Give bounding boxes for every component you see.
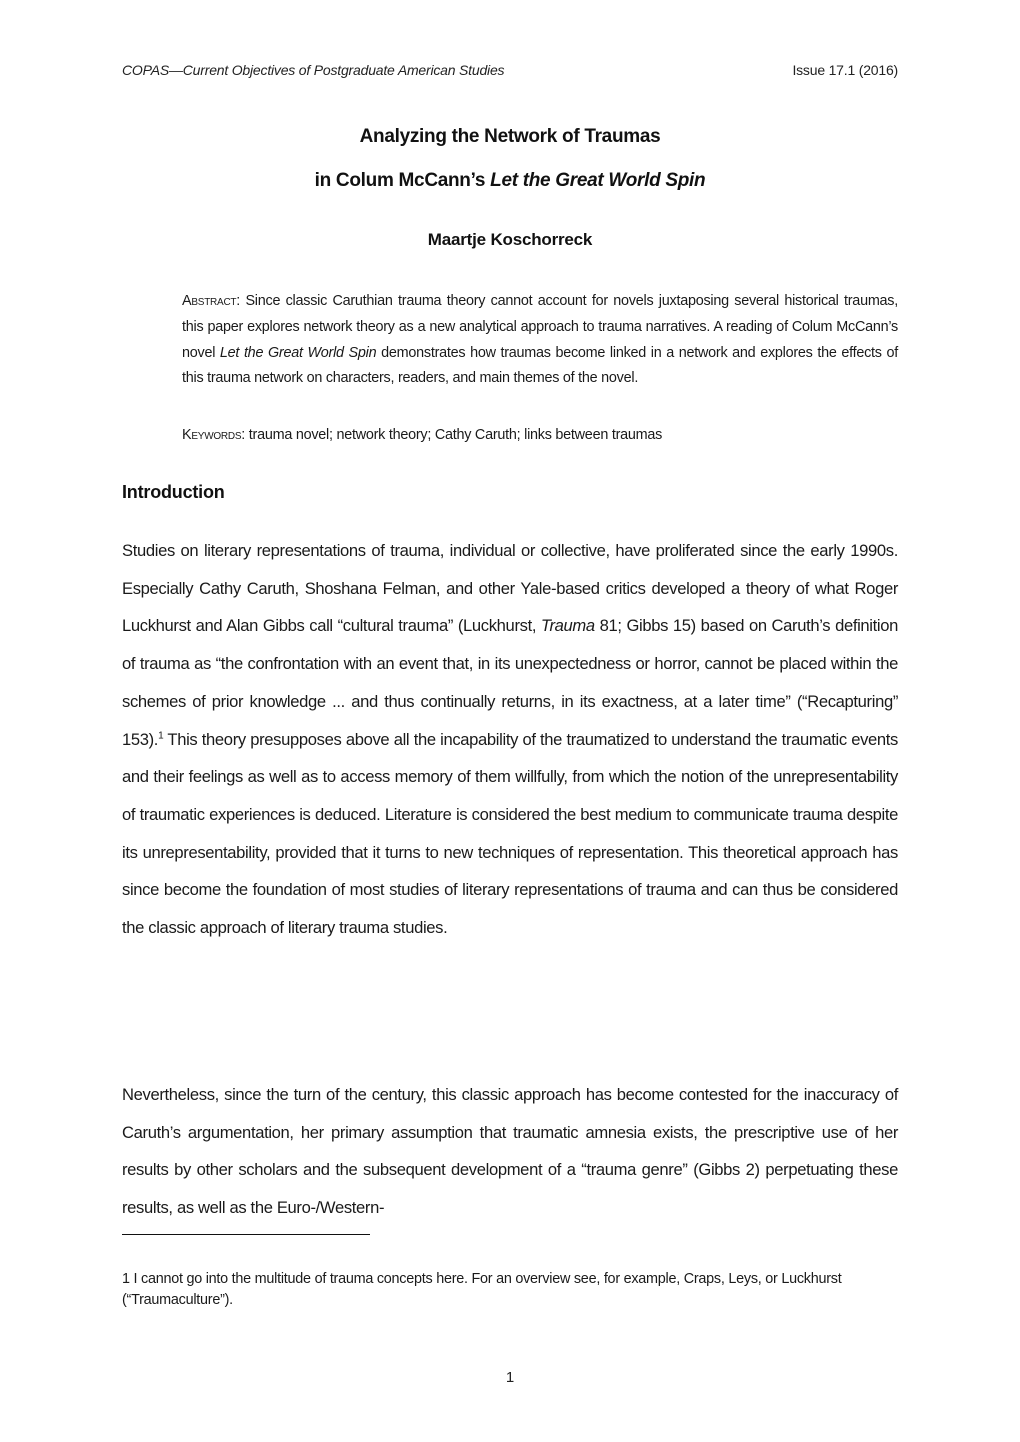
journal-name: COPAS—Current Objectives of Postgraduate American Studies xyxy=(122,62,505,78)
abstract-text-2: demonstrates how traumas become linked in a network and explores the effects of this trauma network on characters, readers, and main themes of the novel. xyxy=(182,344,899,387)
title-text: Analyzing the Network of Traumas xyxy=(359,126,661,147)
page-number: 1 xyxy=(505,1369,515,1386)
running-header xyxy=(122,62,898,78)
author-name: Maartje Koschorreck xyxy=(427,230,593,249)
footnote-divider xyxy=(122,1234,370,1235)
body-paragraph-2: Nevertheless, since the turn of the century, this classic approach has become contested for the inaccuracy of Caruth’s argumentation, her primary assumption that traumatic amnesia exists, the prescriptive use of her results by other scholars and the subsequent development of a “trauma genre” (Gibbs 2) perpetuating these results, as well as the Euro-/Western- xyxy=(122,1085,898,1218)
citation-title: Trauma xyxy=(540,616,595,636)
footnote-1 xyxy=(122,1269,898,1311)
paragraph-text: Studies on literary representations of trauma, individual or collective, have proliferated since the early 1990s. Especially Cathy Caruth, Shoshana Felman, and other Yale-based critics developed a theory of what Roger Luckhurst and Alan Gibbs call “cultural trauma” (Luckhurst, xyxy=(122,541,898,636)
title-book-name: Let the Great World Spin xyxy=(490,170,706,191)
footnote-number: 1 xyxy=(122,1271,130,1287)
paper-title-line-2 xyxy=(0,170,1020,192)
keywords-text: trauma novel; network theory; Cathy Caruth; links between traumas xyxy=(248,427,663,443)
keywords-label-sep: : xyxy=(241,427,249,443)
abstract-label-sep: : xyxy=(236,293,246,309)
abstract xyxy=(182,289,898,392)
section-heading-introduction: Introduction xyxy=(122,482,225,502)
abstract-book-name: Let the Great World Spin xyxy=(219,344,377,361)
issue-info: Issue 17.1 (2016) xyxy=(792,62,898,78)
paragraph-text: This theory presupposes above all the incapability of the traumatized to understand the traumatic events and their feelings as well as to access memory of them willfully, from which the notion of the unrepresentability of traumatic experiences is deduced. Literature is considered the best medium to communicate trauma despite its unrepresentability, provided that it turns to new techniques of representation. This theoretical approach has since become the foundation of most studies of literary representations of trauma and can thus be considered the classic approach of literary trauma studies. xyxy=(122,729,898,938)
keywords xyxy=(182,427,898,443)
footnote-reference[interactable]: 1 xyxy=(158,729,164,741)
paragraph-text: 81; Gibbs 15) based on Caruth’s definition of trauma as “the confrontation with an event that, in its unexpectedness or horror, cannot be placed within the schemes of prior knowledge ... and thus continually returns, in its exactness, at a later time” (“Recapturing” 153). xyxy=(122,616,898,749)
abstract-label: Abstract xyxy=(182,293,237,309)
footnote-text: I cannot go into the multitude of trauma concepts here. For an overview see, for example, Craps, Leys, or Luckhurst (“Traumaculture”). xyxy=(122,1271,842,1308)
keywords-label: Keywords xyxy=(182,427,242,443)
abstract-text-1: Since classic Caruthian trauma theory cannot account for novels juxtaposing several historical traumas, this paper explores network theory as a new analytical approach to trauma narratives. A reading of Colum McCann’s novel xyxy=(182,293,899,361)
title-text-prefix: in Colum McCann’s xyxy=(314,170,491,191)
paper-title-line-1 xyxy=(0,126,1020,148)
body-paragraph-1 xyxy=(122,532,898,947)
